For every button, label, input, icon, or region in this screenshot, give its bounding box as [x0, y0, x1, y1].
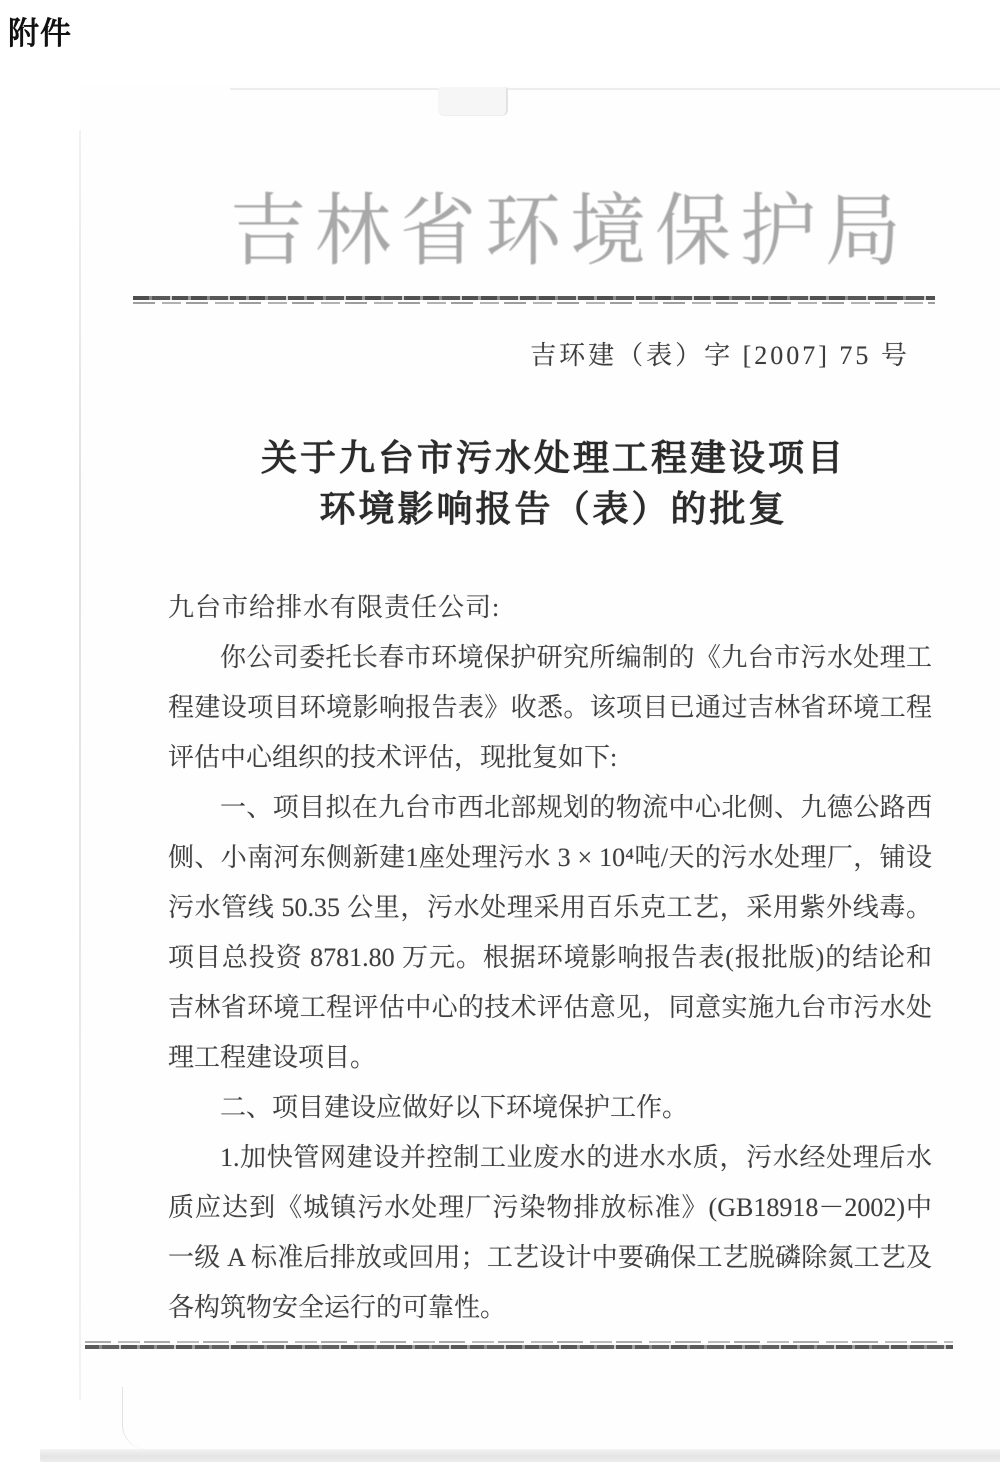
page-bottom-edge	[40, 1449, 1000, 1462]
paragraph-item-one: 一、项目拟在九台市西北部规划的物流中心北侧、九德公路西侧、小南河东侧新建1座处理污水 3 × 10⁴吨/天的污水处理厂，铺设污水管线 50.35 公里，污水处理采用百乐克工艺，采用紫外线毒。项目总投资 8781.80 万元。根据环境影响报告表(报批版)的结论和吉林省环境工程评估中心的技术评估意见，同意实施九台市污水处理工程建设项目。	[168, 793, 932, 1072]
document-title-line2: 环境影响报告（表）的批复	[319, 489, 788, 529]
letterhead-rule	[133, 296, 935, 304]
attachment-label: 附件	[8, 16, 72, 51]
document-title-line1: 关于九台市污水处理工程建设项目	[260, 438, 846, 478]
document-number: 吉环建（表）字 [2007] 75 号	[530, 341, 910, 370]
scanned-page	[80, 85, 1000, 1457]
page-tab-artifact	[438, 87, 508, 116]
letterhead-agency-name: 吉林省环境保护局	[230, 188, 910, 276]
letterhead-rule-thin	[133, 302, 935, 304]
footer-rule-thick	[85, 1345, 953, 1349]
page-top-edge	[230, 88, 1000, 90]
paragraph-item-two: 二、项目建设应做好以下环境保护工作。	[220, 1093, 689, 1122]
page-left-edge	[79, 130, 81, 1400]
letterhead-rule-thick	[133, 296, 935, 300]
salutation: 九台市给排水有限责任公司:	[168, 593, 501, 622]
paragraph-intro: 你公司委托长春市环境保护研究所编制的《九台市污水处理工程建设项目环境影响报告表》收悉。该项目已通过吉林省环境工程评估中心组织的技术评估，现批复如下:	[168, 643, 932, 772]
document-body	[168, 583, 932, 1333]
page-corner-crease	[122, 1387, 148, 1449]
footer-rule	[85, 1341, 953, 1349]
paragraph-requirement-1: 1.加快管网建设并控制工业废水的进水水质，污水经处理后水质应达到《城镇污水处理厂污染物排放标准》(GB18918－2002)中一级 A 标准后排放或回用；工艺设计中要确保工艺脱磷除氮工艺及各构筑物安全运行的可靠性。	[168, 1143, 932, 1322]
footer-rule-thin	[85, 1341, 953, 1343]
document-title	[107, 433, 1000, 535]
